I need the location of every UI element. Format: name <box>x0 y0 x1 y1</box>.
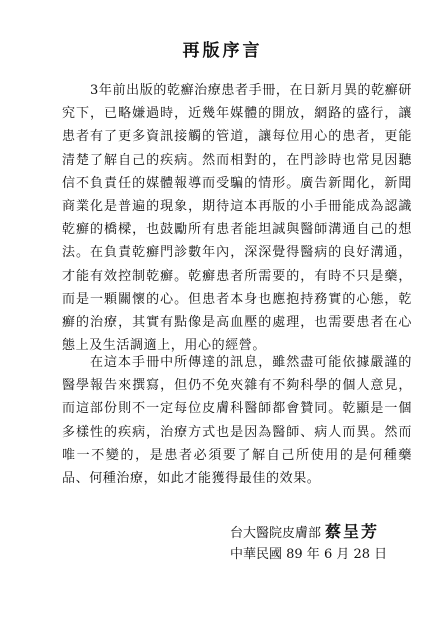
author-affiliation: 台大醫院皮膚部 <box>230 526 322 541</box>
signature-line <box>230 522 410 544</box>
preface-date: 中華民國 89 年 6 月 28 日 <box>230 547 388 562</box>
author-name: 蔡呈芳 <box>325 522 380 541</box>
page-title: 再版序言 <box>182 41 263 61</box>
preface-paragraph-2: 在這本手冊中所傳達的訊息，雖然盡可能依據嚴謹的醫學報告來撰寫，但仍不免夾雜有不夠科學的個人意見，而這部份則不一定每位皮膚科醫師都會贊同。乾顯是一個多樣性的疾病，治療方式也是因為醫師、病人而異。然而唯一不變的，是患者必須要了解自己所使用的是何種藥品、何種治療，如此才能獲得最佳的效果。 <box>62 355 412 487</box>
preface-paragraph-1: 3年前出版的乾癬治療患者手冊，在日新月異的乾癬研究下，已略嫌過時，近幾年媒體的開放，網路的盛行，讓患者有了更多資訊接觸的管道，讓每位用心的患者，更能清楚了解自己的疾病。然而相對的，在門診時也常見因聽信不負責任的媒體報導而受騙的情形。廣告新聞化，新聞商業化是普遍的現象，期待這本再版的小手冊能成為認識乾癬的橋樑，也鼓勵所有患者能坦誠與醫師溝通自己的想法。在負責乾癬門診數年內，深深覺得醫病的良好溝通，才能有效控制乾癬。乾癬患者所需要的，有時不只是藥，而是一顆關懷的心。但患者本身也應抱持務實的心態，乾癬的治療，其實有點像是高血壓的處理，也需要患者在心態上及生活調適上，用心的經營。 <box>62 83 412 354</box>
